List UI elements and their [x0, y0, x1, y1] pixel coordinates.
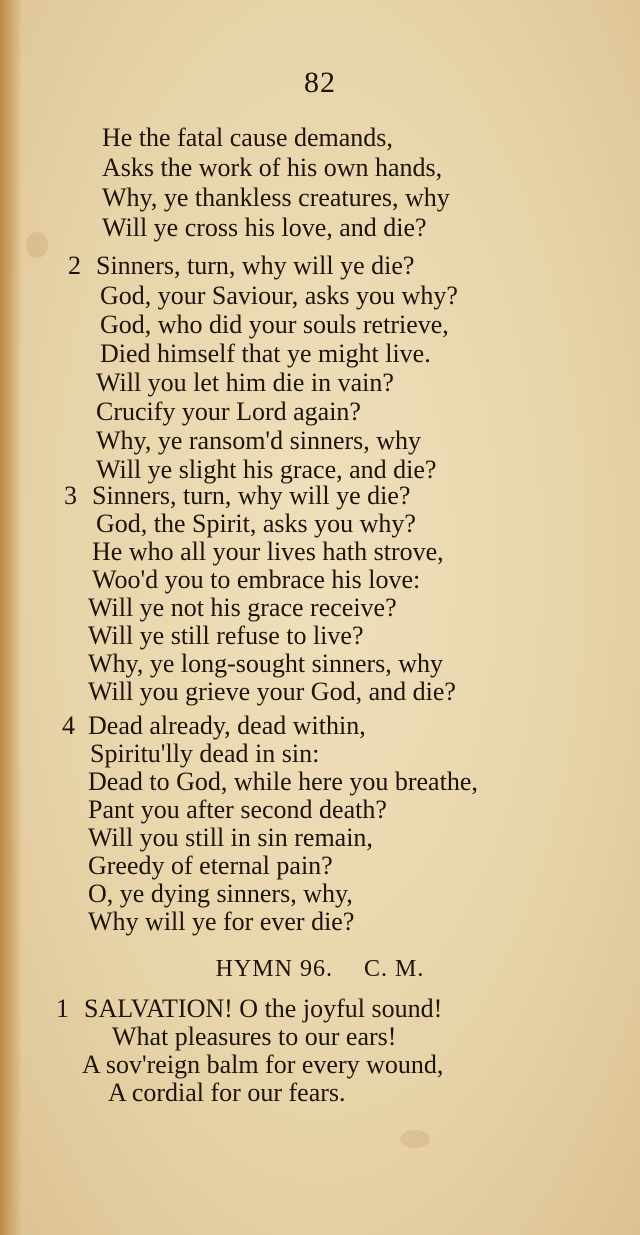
verse-line: Will ye slight his grace, and die?	[96, 455, 437, 484]
verse-line: God, your Saviour, asks you why?	[100, 281, 458, 310]
paper-stain	[26, 232, 48, 258]
verse-line: Will ye cross his love, and die?	[102, 213, 427, 242]
verse-line: Pant you after second death?	[88, 795, 387, 824]
verse-line: Asks the work of his own hands,	[102, 153, 443, 182]
verse-line: God, who did your souls retrieve,	[100, 310, 449, 339]
verse-line: He the fatal cause demands,	[102, 123, 393, 152]
hymn-title: HYMN 96.	[215, 956, 333, 982]
verse-line: Greedy of eternal pain?	[88, 851, 333, 880]
verse-line: Will you let him die in vain?	[96, 368, 394, 397]
verse-line: SALVATION! O the joyful sound!	[84, 994, 443, 1023]
verse-line: Why, ye thankless creatures, why	[102, 183, 450, 212]
verse-line: God, the Spirit, asks you why?	[96, 509, 416, 538]
verse-line: He who all your lives hath strove,	[92, 537, 444, 566]
stanza-number: 2	[68, 251, 81, 280]
verse-line: What pleasures to our ears!	[112, 1022, 397, 1051]
stanza-number: 4	[62, 711, 75, 740]
hymn-meter: C. M.	[363, 956, 425, 982]
verse-line: Crucify your Lord again?	[96, 397, 361, 426]
verse-line: Will ye still refuse to live?	[88, 621, 364, 650]
verse-line: A cordial for our fears.	[108, 1078, 346, 1107]
paper-stain	[400, 1130, 430, 1148]
stanza-number: 3	[64, 481, 77, 510]
page-spine-shadow	[0, 0, 22, 1235]
verse-line: Why, ye long-sought sinners, why	[88, 649, 444, 678]
verse-line: Sinners, turn, why will ye die?	[96, 251, 415, 280]
verse-line: A sov'reign balm for every wound,	[82, 1050, 444, 1079]
verse-line: Will ye not his grace receive?	[88, 593, 397, 622]
page-number: 82	[304, 66, 336, 99]
verse-line: Why will ye for ever die?	[88, 907, 355, 936]
verse-line: Dead already, dead within,	[88, 711, 366, 740]
verse-line: Woo'd you to embrace his love:	[92, 565, 421, 594]
verse-line: Died himself that ye might live.	[100, 339, 431, 368]
stanza-number: 1	[56, 994, 69, 1023]
verse-line: Spiritu'lly dead in sin:	[90, 739, 320, 768]
verse-line: Will you still in sin remain,	[88, 823, 373, 852]
verse-line: Will you grieve your God, and die?	[88, 677, 456, 706]
verse-line: O, ye dying sinners, why,	[88, 879, 353, 908]
verse-line: Why, ye ransom'd sinners, why	[96, 426, 422, 455]
hymn-heading	[0, 956, 640, 983]
verse-line: Sinners, turn, why will ye die?	[92, 481, 411, 510]
verse-line: Dead to God, while here you breathe,	[88, 767, 478, 796]
